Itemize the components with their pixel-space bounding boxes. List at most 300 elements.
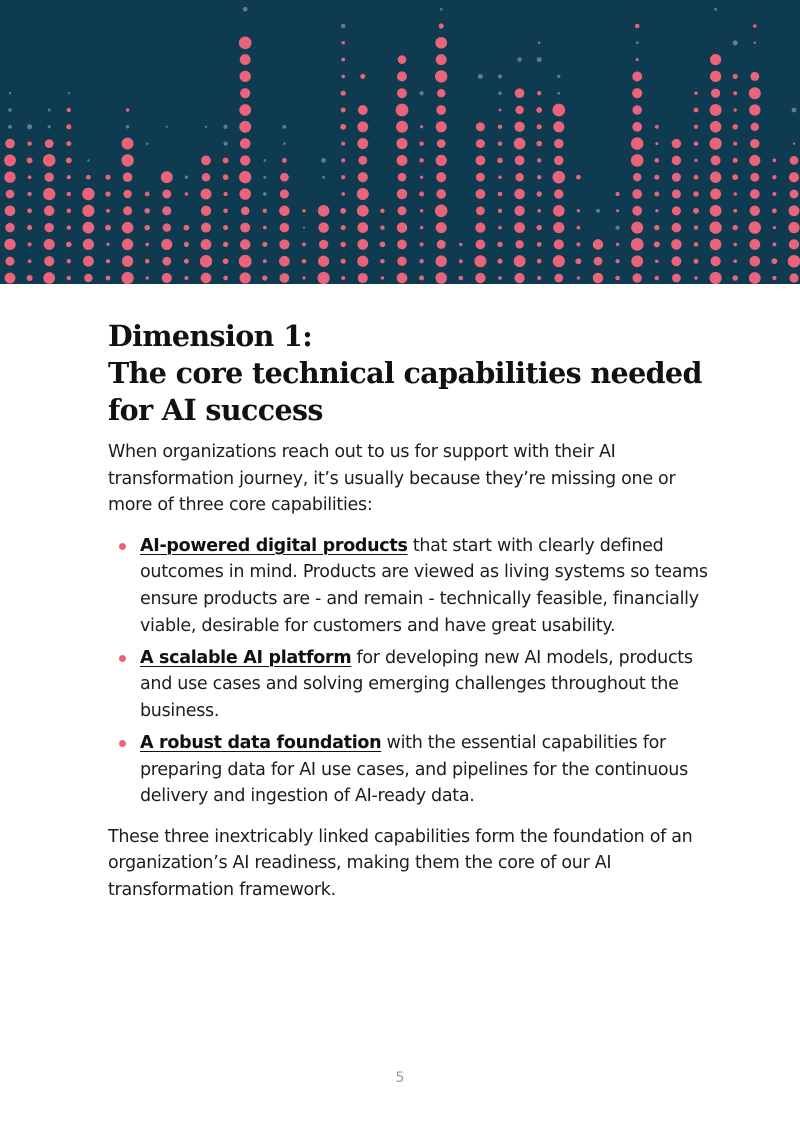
closing-paragraph: These three inextricably linked capabilities form the foundation of an organization’s AI readiness, making them the core of our AI transformation framework. (108, 826, 693, 900)
banner-dot (594, 257, 603, 266)
banner-dot (263, 192, 267, 196)
banner-dot (789, 273, 798, 282)
banner-dot (498, 209, 502, 213)
banner-dot (264, 159, 267, 162)
banner-dot (554, 274, 563, 283)
banner-dot (144, 208, 150, 214)
banner-dot (105, 225, 111, 231)
banner-dot (632, 105, 642, 115)
banner-dot (498, 175, 502, 179)
banner-dot (789, 172, 799, 182)
banner-dot (750, 206, 760, 216)
banner-dot (710, 189, 721, 200)
banner-dot (43, 188, 55, 200)
banner-dot (788, 222, 799, 233)
banner-dot (497, 242, 502, 247)
banner-dot (8, 108, 12, 112)
banner-dot (772, 175, 776, 179)
banner-dot (655, 142, 658, 145)
banner-dot (122, 222, 134, 234)
banner-dot (537, 276, 541, 280)
banner-dot (515, 240, 523, 248)
banner-dot (754, 42, 756, 44)
banner-dot (357, 239, 368, 250)
banner-dot (123, 172, 133, 182)
banner-dot (341, 41, 344, 44)
banner-dot (341, 24, 346, 29)
banner-dot (240, 223, 250, 233)
banner-dot (733, 192, 736, 195)
banner-dot (43, 272, 55, 284)
banner-dot (499, 109, 502, 112)
banner-dot (28, 259, 32, 263)
banner-dot (694, 141, 699, 146)
banner-dot (537, 57, 542, 62)
banner-dot (66, 242, 72, 248)
banner-dot (241, 206, 250, 215)
banner-dot (537, 158, 541, 162)
banner-dot (27, 157, 33, 163)
banner-dot (773, 226, 776, 229)
list-item-text: that start with clearly defined outcomes in mind. Products are viewed as living systems so teams ensure products are - and remain - technically feasible, financially viable, desirable for customers and have great usability. (140, 535, 708, 636)
banner-dot (709, 221, 721, 233)
banner-dot (318, 205, 330, 217)
banner-dot (123, 206, 132, 215)
banner-dot (694, 225, 698, 229)
banner-dot (122, 256, 133, 267)
banner-dot (476, 240, 486, 250)
banner-dot (459, 243, 462, 246)
bullet-dot-icon (119, 740, 126, 747)
banner-dot (577, 226, 581, 230)
banner-dot (5, 139, 15, 149)
banner-dot (87, 159, 89, 161)
capabilities-list (108, 533, 708, 810)
banner-dot (397, 222, 408, 233)
banner-dot (478, 74, 483, 79)
banner-dot (420, 242, 424, 246)
banner-dot (773, 159, 777, 163)
banner-dot (240, 272, 251, 283)
banner-dot (397, 155, 408, 166)
banner-dot (476, 173, 485, 182)
banner-dot (341, 276, 345, 280)
banner-dot (577, 276, 580, 279)
banner-dot (750, 139, 759, 148)
banner-dot (694, 125, 698, 129)
banner-dot (436, 54, 447, 65)
banner-dot (45, 139, 54, 148)
banner-dot (435, 70, 447, 82)
banner-dot (734, 108, 737, 111)
banner-dot (577, 209, 580, 212)
banner-dot (554, 139, 564, 149)
banner-dot (397, 273, 408, 284)
banner-dot (515, 156, 525, 166)
banner-dot (396, 138, 407, 149)
banner-dot (201, 273, 212, 284)
banner-dot (341, 108, 346, 113)
banner-dot (146, 276, 149, 279)
banner-dot (83, 256, 94, 267)
banner-dot (536, 141, 542, 147)
banner-dot (27, 225, 32, 230)
banner-dot (4, 239, 15, 250)
banner-dot (710, 71, 721, 82)
banner-dot (672, 223, 682, 233)
banner-dot (163, 223, 171, 231)
banner-dot (5, 273, 16, 284)
banner-dot (654, 158, 659, 163)
banner-dot (240, 138, 251, 149)
main-content (108, 318, 708, 904)
banner-dot (397, 256, 406, 265)
banner-dot (66, 141, 71, 146)
banner-dot (709, 272, 721, 284)
banner-dot (711, 256, 721, 266)
banner-dot (5, 223, 14, 232)
banner-dot (360, 74, 365, 79)
banner-dot (200, 188, 211, 199)
banner-dot (397, 88, 407, 98)
banner-dot (84, 274, 93, 283)
banner-dot (340, 208, 346, 214)
banner-dot (553, 121, 564, 132)
banner-dot (537, 175, 541, 179)
banner-dot (357, 188, 369, 200)
banner-dot (82, 205, 94, 217)
banner-dot (711, 155, 721, 165)
banner-dot (749, 87, 761, 99)
banner-dot (476, 206, 485, 215)
banner-dot (631, 255, 643, 267)
banner-dot (420, 125, 423, 128)
banner-dot (397, 240, 407, 250)
list-item (108, 533, 708, 639)
banner-dot (302, 242, 306, 246)
banner-dot (498, 226, 502, 230)
banner-dot (514, 255, 526, 267)
banner-dot (201, 239, 212, 250)
banner-dot (576, 175, 581, 180)
banner-dot (27, 192, 31, 196)
banner-dot (631, 137, 643, 149)
banner-dot (28, 175, 32, 179)
banner-dot (710, 205, 722, 217)
banner-dot (4, 154, 16, 166)
banner-dot (788, 255, 800, 267)
page-number: 5 (395, 1070, 405, 1086)
banner-dot (240, 54, 251, 65)
banner-dot (44, 206, 54, 216)
banner-dot (340, 242, 345, 247)
banner-dot (420, 176, 423, 179)
banner-dot (282, 158, 287, 163)
banner-dot (145, 243, 149, 247)
banner-dot (498, 125, 502, 129)
banner-dot (557, 75, 560, 78)
banner-dot (733, 259, 737, 263)
banner-dot (655, 276, 660, 281)
banner-dot (733, 142, 737, 146)
banner-dot (514, 222, 525, 233)
banner-dot (733, 40, 738, 45)
banner-dot (67, 175, 71, 179)
banner-dot (749, 155, 760, 166)
banner-dot (536, 191, 541, 196)
banner-dot (750, 72, 759, 81)
banner-dot (263, 176, 266, 179)
banner-dot (514, 138, 526, 150)
banner-dot (27, 141, 31, 145)
banner-dot (358, 172, 368, 182)
banner-dot (318, 256, 329, 267)
banner-dot (636, 58, 639, 61)
banner-dot (223, 157, 229, 163)
banner-dot (341, 225, 346, 230)
banner-dot (538, 42, 540, 44)
link-robust-data-foundation[interactable]: A robust data foundation (140, 732, 382, 753)
banner-dot (733, 158, 738, 163)
list-item (108, 645, 708, 725)
banner-dot (358, 156, 367, 165)
banner-dot (239, 104, 251, 116)
banner-dot (631, 154, 644, 167)
banner-dot (341, 192, 345, 196)
banner-dot (694, 259, 699, 264)
banner-dot (672, 173, 681, 182)
banner-dot (397, 71, 407, 81)
banner-dot (615, 192, 619, 196)
banner-dot (437, 240, 446, 249)
banner-dot (162, 206, 171, 215)
banner-dot (474, 255, 486, 267)
banner-dot (280, 223, 290, 233)
banner-dot (357, 222, 368, 233)
banner-dot (440, 8, 443, 11)
banner-dot (420, 226, 423, 229)
banner-dot (106, 259, 110, 263)
banner-dot (553, 255, 565, 267)
banner-dot (732, 225, 737, 230)
banner-dot (694, 175, 699, 180)
banner-dot (184, 276, 188, 280)
banner-dot (751, 123, 759, 131)
banner-dot (711, 89, 720, 98)
banner-dot (615, 225, 619, 229)
banner-dot (420, 91, 424, 95)
banner-dot (710, 239, 722, 251)
banner-dot (554, 239, 564, 249)
banner-dot (144, 225, 150, 231)
banner-dot (749, 239, 760, 250)
banner-dot (749, 272, 761, 284)
banner-dot (358, 273, 368, 283)
banner-dot (340, 124, 346, 130)
banner-dot (223, 174, 229, 180)
banner-dot (223, 225, 228, 230)
banner-dot (654, 175, 659, 180)
banner-dot (4, 172, 15, 183)
banner-dot (459, 259, 463, 263)
banner-dot (536, 225, 541, 230)
banner-dot (44, 239, 55, 250)
banner-dot (397, 206, 406, 215)
banner-dot (793, 142, 795, 144)
list-item (108, 730, 708, 810)
banner-dot (515, 106, 523, 114)
banner-dot (145, 192, 150, 197)
banner-dot (537, 124, 542, 129)
banner-dot (733, 209, 737, 213)
banner-dot (792, 108, 797, 113)
banner-dot (205, 126, 207, 128)
banner-dot (67, 259, 71, 263)
banner-dot (317, 272, 329, 284)
banner-dot (341, 259, 346, 264)
banner-dot (122, 138, 134, 150)
banner-dot (694, 276, 698, 280)
banner-dot (240, 155, 250, 165)
banner-dot (750, 173, 759, 182)
list-item-text: with the essential capabilities for preparing data for AI use cases, and pipelines for the continuous delivery and ingestion of AI-ready data. (140, 732, 688, 807)
bullet-dot-icon (119, 543, 126, 550)
banner-dot (514, 206, 524, 216)
banner-dot (121, 154, 133, 166)
banner-dot (263, 259, 267, 263)
link-ai-powered-digital-products[interactable]: AI-powered digital products (140, 535, 408, 556)
banner-dot (476, 139, 485, 148)
banner-dot (694, 91, 697, 94)
banner-dot (420, 209, 423, 212)
banner-dot (631, 238, 644, 251)
banner-dot (419, 192, 424, 197)
banner-dot (341, 75, 345, 79)
banner-dot (86, 175, 91, 180)
banner-dot (749, 104, 760, 115)
banner-dot (322, 176, 325, 179)
banner-dot (6, 190, 15, 199)
banner-dot (553, 222, 564, 233)
banner-dot (632, 88, 642, 98)
banner-dot (44, 172, 53, 181)
banner-dot (514, 122, 524, 132)
banner-dot (48, 108, 51, 111)
banner-dot (162, 190, 171, 199)
banner-dot (475, 155, 485, 165)
page-title-line-2: The core technical capabilities needed (108, 356, 702, 390)
banner-dot (771, 258, 777, 264)
banner-dot (396, 104, 409, 117)
banner-dot (66, 124, 71, 129)
banner-dot (475, 273, 485, 283)
banner-dot (27, 124, 32, 129)
banner-dot (714, 8, 717, 11)
banner-dot (184, 225, 190, 231)
banner-dot (105, 191, 110, 196)
banner-dot (67, 276, 71, 280)
banner-dot (749, 221, 761, 233)
banner-dot (185, 192, 188, 195)
banner-dot (654, 192, 659, 197)
banner-dot (318, 222, 329, 233)
banner-dot (357, 138, 368, 149)
banner-dot (357, 205, 369, 217)
header-banner (0, 0, 800, 284)
banner-dot (357, 256, 368, 267)
banner-dot (5, 257, 14, 266)
banner-dot (397, 189, 407, 199)
banner-dot (279, 239, 289, 249)
banner-dot (575, 258, 581, 264)
banner-dot (790, 156, 799, 165)
banner-dot (303, 226, 305, 228)
banner-dot (693, 208, 699, 214)
banner-dot (126, 108, 129, 111)
banner-dot (106, 276, 111, 281)
banner-dot (240, 71, 251, 82)
banner-dot (223, 242, 228, 247)
banner-dot (671, 239, 682, 250)
banner-dot (43, 154, 55, 166)
banner-dot (732, 275, 738, 281)
banner-dot (358, 105, 368, 115)
banner-dot (380, 259, 384, 263)
link-scalable-ai-platform[interactable]: A scalable AI platform (140, 647, 352, 668)
banner-dot (710, 172, 721, 183)
banner-dot (396, 121, 408, 133)
banner-dot (635, 24, 639, 28)
banner-dot (262, 242, 267, 247)
banner-dot (27, 275, 33, 281)
banner-dot (9, 92, 11, 94)
banner-dot (631, 222, 643, 234)
banner-dot (710, 121, 722, 133)
banner-dot (200, 255, 212, 267)
banner-dot (302, 209, 305, 212)
banner-dot (224, 125, 228, 129)
banner-dot (184, 259, 189, 264)
banner-dot (475, 189, 485, 199)
banner-dot (66, 157, 72, 163)
page-title-line-3: for AI success (108, 393, 323, 427)
banner-dot (616, 209, 619, 212)
banner-dot (239, 188, 251, 200)
banner-dot (201, 206, 211, 216)
banner-dot (497, 158, 503, 164)
banner-dot (279, 206, 290, 217)
banner-dot (105, 175, 110, 180)
banner-dot (672, 274, 681, 283)
banner-dot (68, 92, 70, 94)
banner-dot (184, 242, 189, 247)
banner-dot (44, 223, 53, 232)
banner-dot (655, 125, 659, 129)
banner-dot (514, 273, 524, 283)
banner-dot (419, 158, 423, 162)
banner-dot (419, 141, 424, 146)
banner-dot (341, 58, 345, 62)
banner-dot (772, 192, 776, 196)
banner-dot (380, 225, 384, 229)
banner-dot (498, 141, 502, 145)
banner-dot (435, 37, 447, 49)
banner-dot (616, 243, 620, 247)
banner-dot (553, 205, 565, 217)
banner-dot (145, 259, 150, 264)
banner-dot (239, 255, 252, 268)
banner-dot (732, 174, 738, 180)
